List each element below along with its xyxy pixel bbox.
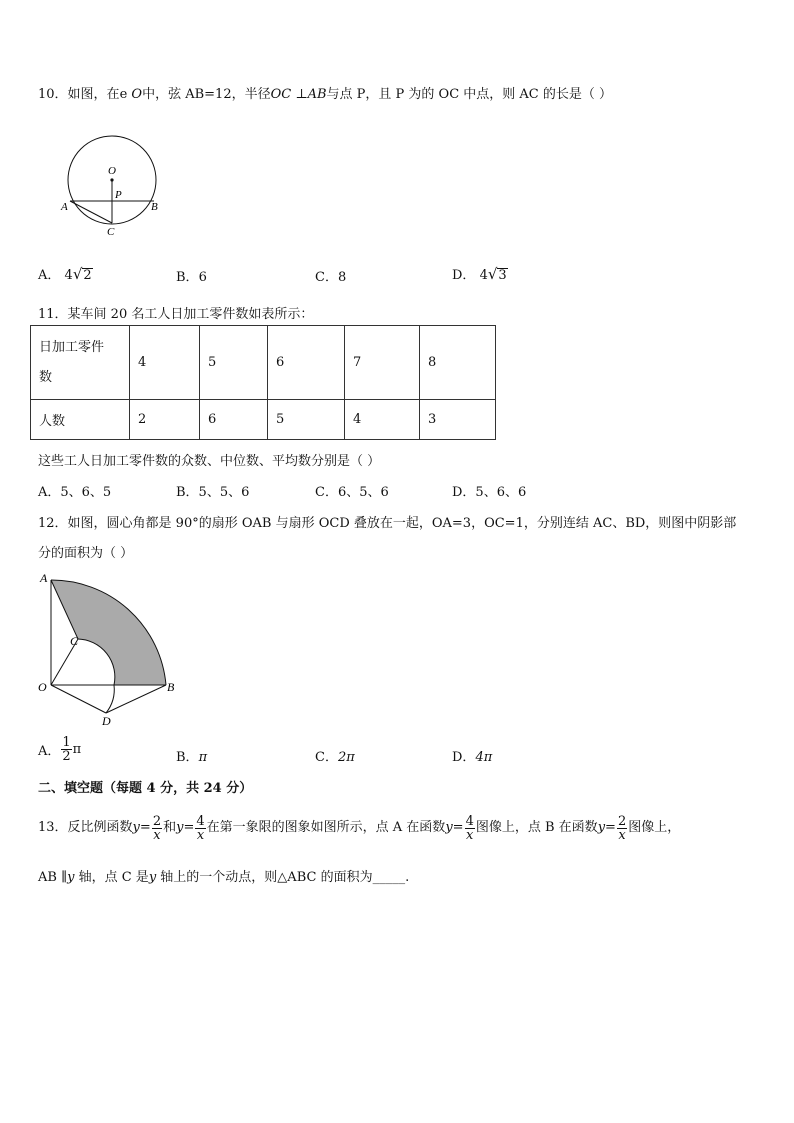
q10-text-b: 中，弦 AB=12，半径 <box>142 87 271 102</box>
q10-segment-ac <box>70 201 112 223</box>
q13-fraction-a: $\frac{4}{x}$ <box>465 813 474 843</box>
q12-shaded-region <box>51 580 166 685</box>
q12-radius-od <box>51 685 106 713</box>
q11-question: 这些工人日加工零件数的众数、中位数、平均数分别是（ ） <box>38 454 381 469</box>
table-cell: 4 <box>130 326 200 400</box>
q12-label-d: D <box>102 714 111 728</box>
table-cell: 7 <box>345 326 420 400</box>
table-cell: 2 <box>130 400 200 440</box>
q10-circle-name: O <box>131 87 143 102</box>
table-row <box>31 400 496 440</box>
q10-ab: AB <box>307 87 327 102</box>
q10-text <box>38 83 612 102</box>
q10-option-d-coef: 4 <box>479 268 488 283</box>
q10-option-a: A． 4√2 <box>38 265 92 283</box>
q12-figure <box>34 568 184 733</box>
q13-fraction-2-over-x: $\frac{2}{x}$ <box>152 813 162 843</box>
q12-label-c: C <box>70 634 79 648</box>
q10-label-a: A <box>61 201 68 213</box>
q11-option-c: C．6、5、6 <box>315 485 389 500</box>
q11-header-parts: 日加工零件 数 <box>31 326 130 400</box>
q11-text: 11．某车间 20 名工人日加工零件数如表所示： <box>38 307 314 322</box>
table-cell: 6 <box>268 326 345 400</box>
q13-line1: 13．反比例函数y= $\frac{2}{x}$ 和y= $\frac{4}{x}$ 在第一象限的图象如图所示，点 A 在函数y= $\frac{4}{x}$ 图像上，点 B 在函数y= $\frac{2}{x}$ 图像上， <box>38 813 681 843</box>
q12-option-b: B．π <box>176 750 208 765</box>
table-cell: 4 <box>345 400 420 440</box>
q10-text-c: 与点 P，且 P 为的 OC 中点，则 AC 的长是（ ） <box>326 87 613 102</box>
q10-center-dot <box>110 178 113 181</box>
q10-circle-symbol: e <box>119 87 128 102</box>
q10-label-p: P <box>115 189 122 201</box>
q13-fraction-4-over-x: $\frac{4}{x}$ <box>196 813 205 843</box>
q12-label-o: O <box>38 680 47 694</box>
q10-option-b: B．6 <box>176 270 207 285</box>
q11-table <box>30 325 496 440</box>
q11-option-b: B．5、5、6 <box>176 485 250 500</box>
q13-answer-blank[interactable]: _____ <box>372 870 406 885</box>
q12-line2: 分的面积为（ ） <box>38 546 134 561</box>
q12-label-a: A <box>40 571 48 585</box>
q10-option-d-radicand: 3 <box>498 268 507 283</box>
q10-oc: OC <box>270 87 292 102</box>
q10-option-a-coef: 4 <box>64 268 73 283</box>
q10-figure <box>55 125 170 240</box>
q10-text-a: 如图，在 <box>67 87 120 102</box>
q10-number: 10． <box>38 87 68 102</box>
q12-label-b: B <box>167 680 175 694</box>
q12-option-a-fraction: $\frac{1}{2}$ <box>62 735 71 764</box>
table-row <box>31 326 496 400</box>
q10-label-o: O <box>108 165 116 177</box>
table-cell: 5 <box>200 326 268 400</box>
q12-option-a: A． $\frac{1}{2}$ π <box>38 735 82 764</box>
q11-header-people: 人数 <box>31 400 130 440</box>
q12-option-d: D．4π <box>452 750 493 765</box>
table-cell: 3 <box>420 400 496 440</box>
q12-segment-bd <box>106 685 166 713</box>
q10-label-c: C <box>107 226 115 238</box>
q11-option-d: D．5、6、6 <box>452 485 527 500</box>
q12-option-c: C．2π <box>315 750 355 765</box>
q10-option-d: D． 4√3 <box>452 265 507 283</box>
table-cell: 5 <box>268 400 345 440</box>
q12-line1: 12．如图，圆心角都是 90°的扇形 OAB 与扇形 OCD 叠放在一起，OA=3，OC=1，分别连结 AC、BD，则图中阴影部 <box>38 516 737 531</box>
q10-perp: ⊥ <box>295 87 308 102</box>
q13-line2: AB ∥y 轴，点 C 是y 轴上的一个动点，则△ABC 的面积为_____. <box>38 870 410 885</box>
q11-option-a: A．5、6、5 <box>38 485 112 500</box>
q10-label-b: B <box>151 201 158 213</box>
table-cell: 8 <box>420 326 496 400</box>
q10-option-c: C．8 <box>315 270 347 285</box>
table-cell: 6 <box>200 400 268 440</box>
q13-fraction-b: $\frac{2}{x}$ <box>617 813 627 843</box>
q10-option-a-radicand: 2 <box>83 268 92 283</box>
section-title: 二、填空题（每题 4 分，共 24 分） <box>38 781 253 796</box>
